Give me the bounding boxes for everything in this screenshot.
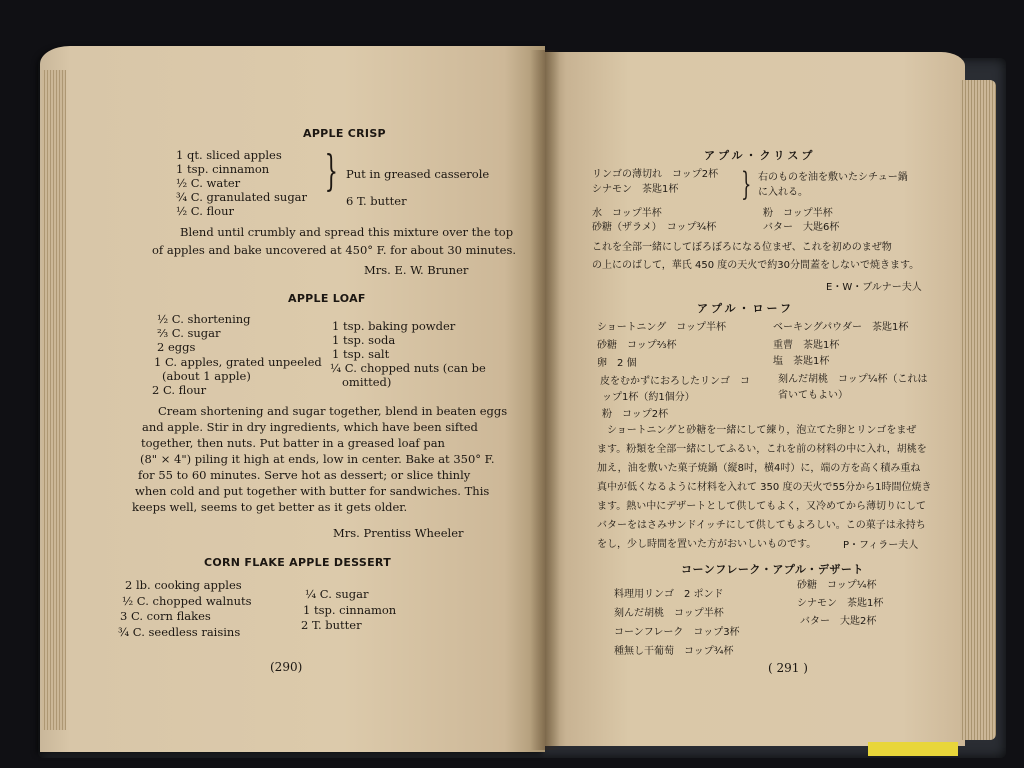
apple-loaf-ingredient: ¼ C. chopped nuts (can be	[330, 361, 486, 375]
corn-flake-title: CORN FLAKE APPLE DESSERT	[204, 556, 392, 569]
jp-apple-crisp-brace-note: に入れる。	[758, 187, 808, 198]
jp-apple-crisp-author: E・W・ブルナー夫人	[826, 282, 922, 293]
jp-apple-loaf-author: P・フィラー夫人	[843, 540, 919, 551]
apple-loaf-instruction-line: Cream shortening and sugar together, blend in beaten eggs	[158, 404, 508, 418]
apple-crisp-ingredient: 1 tsp. cinnamon	[176, 162, 270, 176]
left-page	[40, 46, 545, 752]
corn-flake-ingredient: ¼ C. sugar	[305, 587, 369, 601]
jp-apple-loaf-ingredient: 重曹 茶匙1杯	[773, 340, 840, 351]
jp-apple-loaf-ingredient: 刻んだ胡桃 コップ¼杯（これは	[778, 374, 928, 385]
apple-crisp-brace-note: Put in greased casserole	[346, 167, 490, 181]
apple-loaf-ingredient: 1 tsp. soda	[332, 333, 396, 347]
apple-crisp-instruction-line: of apples and bake uncovered at 450° F. for about 30 minutes.	[152, 243, 516, 257]
jp-apple-loaf-instruction-line: 真中が低くなるように材料を入れて 350 度の天火で55分から1時間位焼き	[597, 482, 932, 493]
apple-loaf-ingredient: omitted)	[342, 375, 392, 389]
apple-loaf-ingredient: 1 C. apples, grated unpeeled	[154, 355, 322, 369]
jp-corn-flake-ingredient: 刻んだ胡桃 コップ半杯	[614, 608, 724, 619]
jp-apple-crisp-instruction-line: これを全部一緒にしてぼろぼろになる位まぜ、これを初めのまぜ物	[592, 242, 892, 253]
jp-corn-flake-title: コーンフレーク・アプル・デザート	[681, 563, 864, 576]
apple-crisp-instruction-line: Blend until crumbly and spread this mixture over the top	[180, 225, 514, 239]
apple-loaf-author: Mrs. Prentiss Wheeler	[333, 526, 464, 540]
jp-apple-crisp-ingredient: リンゴの薄切れ コップ2杯	[592, 169, 719, 180]
jp-apple-loaf-instruction-line: バターをはさみサンドイッチにして供してもよろしい。この菓子は永持ち	[597, 520, 926, 531]
apple-loaf-ingredient: ½ C. shortening	[157, 312, 251, 326]
jp-apple-crisp-ingredient: 水 コップ半杯	[592, 208, 662, 219]
jp-corn-flake-ingredient: 種無し干葡萄 コップ¾杯	[614, 646, 734, 657]
apple-crisp-ingredient: ½ C. water	[176, 176, 241, 190]
jp-apple-loaf-ingredient: 粉 コップ2杯	[602, 409, 669, 420]
apple-loaf-title: APPLE LOAF	[288, 292, 366, 305]
apple-crisp-butter: 6 T. butter	[346, 194, 407, 208]
jp-apple-loaf-ingredient: 卵 2 個	[597, 358, 637, 369]
apple-loaf-instruction-line: (8" × 4") piling it high at ends, low in center. Bake at 350° F.	[140, 452, 495, 466]
jp-apple-crisp-instruction-line: の上にのばして，華氏 450 度の天火で約30分間蓋をしないで焼きます。	[592, 260, 920, 271]
apple-loaf-instruction-line: keeps well, seems to get better as it gets older.	[132, 500, 408, 514]
brace-symbol: }	[741, 165, 752, 203]
corn-flake-ingredient: 2 T. butter	[301, 618, 362, 632]
jp-apple-loaf-instruction-line: をし，少し時間を置いた方がおいしいものです。	[597, 539, 817, 550]
jp-apple-loaf-ingredient: ップ1杯（約1個分）	[602, 392, 695, 403]
corn-flake-ingredient: ½ C. chopped walnuts	[122, 594, 252, 608]
apple-crisp-author: Mrs. E. W. Bruner	[364, 263, 469, 277]
apple-loaf-instruction-line: together, then nuts. Put batter in a greased loaf pan	[141, 436, 445, 450]
apple-loaf-ingredient: 2 eggs	[157, 340, 196, 354]
jp-apple-loaf-ingredient: 皮をむかずにおろしたリンゴ コ	[600, 376, 750, 387]
page-number-left: (290)	[270, 660, 303, 674]
book-gutter	[530, 50, 560, 750]
apple-crisp-ingredient: 1 qt. sliced apples	[176, 148, 282, 162]
yellow-bookmark-tab	[868, 742, 958, 756]
apple-loaf-ingredient: 1 tsp. baking powder	[332, 319, 456, 333]
jp-apple-crisp-ingredient: バター 大匙6杯	[763, 222, 840, 233]
apple-loaf-ingredient: 2 C. flour	[152, 383, 207, 397]
apple-loaf-ingredient: ⅔ C. sugar	[157, 326, 221, 340]
jp-apple-crisp-title: アプル・クリスプ	[704, 149, 816, 162]
apple-loaf-instruction-line: when cold and put together with butter for sandwiches. This	[135, 484, 490, 498]
jp-apple-crisp-ingredient: シナモン 茶匙1杯	[592, 184, 679, 195]
left-page-edges	[42, 70, 66, 730]
jp-apple-loaf-instruction-line: 加え，油を敷いた菓子焼鍋（縦8吋，横4吋）に，端の方を高く積み重ね	[597, 463, 921, 474]
corn-flake-ingredient: 1 tsp. cinnamon	[303, 603, 397, 617]
jp-apple-loaf-instruction-line: ます。熱い中にデザートとして供してもよく，又冷めてから薄切りにして	[597, 501, 926, 512]
apple-loaf-ingredient: 1 tsp. salt	[332, 347, 390, 361]
apple-crisp-title: APPLE CRISP	[303, 127, 386, 140]
jp-corn-flake-ingredient: コーンフレーク コップ3杯	[614, 627, 740, 638]
corn-flake-ingredient: 2 lb. cooking apples	[125, 578, 242, 592]
jp-apple-loaf-title: アプル・ローフ	[697, 302, 795, 315]
apple-loaf-ingredient: (about 1 apple)	[162, 369, 251, 383]
apple-loaf-instruction-line: for 55 to 60 minutes. Serve hot as dessert; or slice thinly	[138, 468, 471, 482]
jp-apple-crisp-ingredient: 砂糖（ザラメ） コップ¾杯	[592, 222, 717, 233]
jp-apple-crisp-ingredient: 粉 コップ半杯	[763, 208, 833, 219]
jp-apple-loaf-instruction-line: ます。粉類を全部一緒にしてふるい，これを前の材料の中に入れ，胡桃を	[597, 444, 927, 455]
jp-apple-loaf-instruction-line: ショートニングと砂糖を一緒にして練り，泡立てた卵とリンゴをまぜ	[597, 425, 917, 436]
corn-flake-ingredient: 3 C. corn flakes	[120, 609, 211, 623]
jp-apple-loaf-ingredient: ショートニング コップ半杯	[597, 322, 726, 333]
jp-apple-loaf-ingredient: ベーキングパウダー 茶匙1杯	[773, 322, 909, 333]
jp-apple-loaf-ingredient: 省いてもよい）	[778, 390, 848, 401]
apple-crisp-ingredient: ½ C. flour	[176, 204, 234, 218]
jp-corn-flake-ingredient: 砂糖 コップ¼杯	[797, 580, 877, 591]
jp-corn-flake-ingredient: シナモン 茶匙1杯	[797, 598, 884, 609]
brace-symbol: }	[324, 146, 339, 195]
apple-loaf-instruction-line: and apple. Stir in dry ingredients, which have been sifted	[142, 420, 478, 434]
apple-crisp-ingredient: ¾ C. granulated sugar	[176, 190, 308, 204]
jp-corn-flake-ingredient: バター 大匙2杯	[800, 616, 877, 627]
page-number-right: ( 291 )	[768, 661, 808, 675]
jp-apple-loaf-ingredient: 砂糖 コップ⅔杯	[597, 340, 677, 351]
right-page-edges	[960, 80, 996, 740]
jp-apple-loaf-ingredient: 塩 茶匙1杯	[773, 356, 830, 367]
jp-corn-flake-ingredient: 料理用リンゴ 2 ポンド	[614, 589, 724, 600]
corn-flake-ingredient: ¾ C. seedless raisins	[118, 625, 241, 639]
jp-apple-crisp-brace-note: 右のものを油を敷いたシチュー鍋	[758, 172, 908, 183]
